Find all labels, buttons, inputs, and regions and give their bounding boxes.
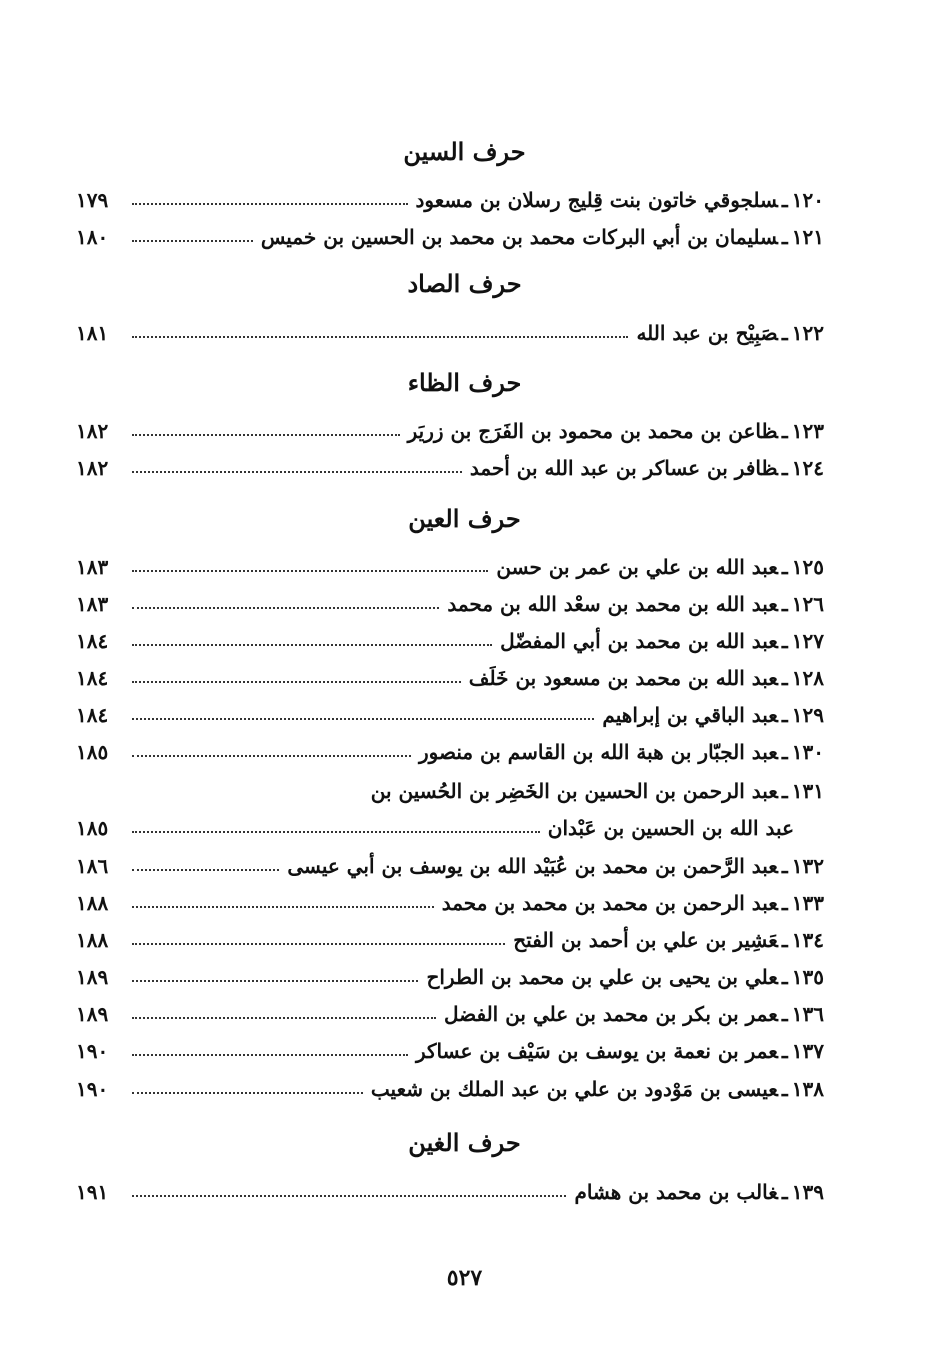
entry-title: عمر بن نعمة بن يوسف بن سَيْف بن عساكر [416,1039,778,1063]
toc-entry [76,549,824,585]
entry-page-number: ١٩٠ [76,1077,109,1101]
entry-page-number: ١٨٨ [76,928,109,952]
toc-entry [76,660,824,696]
entry-text [470,456,824,480]
dot-leader [132,718,594,720]
entry-number: ١٢١ [791,225,824,249]
entry-title: علي بن يحيى بن علي بن محمد بن الطراح [426,965,778,989]
toc-entry [76,885,824,921]
dot-leader [132,980,418,982]
entry-text [574,1180,824,1204]
toc-entry [76,734,824,770]
entry-separator: ـ [781,555,788,579]
toc-entry [76,773,824,809]
entry-number: ١٣٥ [791,965,824,989]
entry-separator: ـ [781,456,788,480]
entry-number: ١٣٦ [791,1002,824,1026]
dot-leader [132,1017,436,1019]
entry-title: ظاعن بن محمد بن محمود بن الفَرَج بن زريَر [407,419,778,443]
toc-entry-continuation [76,810,824,846]
entry-text [261,225,824,249]
toc-entry [76,922,824,958]
entry-number: ١٣٣ [791,891,824,915]
entry-title: عمر بن بكر بن محمد بن علي بن الفضل [443,1002,778,1026]
entry-separator: ـ [781,1002,788,1026]
dot-leader [132,240,253,242]
entry-page-number: ١٨٤ [76,666,109,690]
entry-number: ١٢٤ [791,456,824,480]
entry-text [419,740,824,764]
entry-text [442,891,824,915]
entry-title: عبد الله بن محمد بن مسعود بن خَلَف [468,666,778,690]
entry-number: ١٣٩ [791,1180,824,1204]
dot-leader [132,1054,408,1056]
entry-title: ظافر بن عساكر بن عبد الله بن أحمد [469,456,778,480]
entry-number: ١٢٩ [791,703,824,727]
entry-title: عبد الرحمن بن الحسين بن الخَضِر بن الحُسين بن [370,779,778,803]
toc-entry [76,848,824,884]
entry-number: ١٢٥ [791,555,824,579]
entry-separator: ـ [781,703,788,727]
entry-separator: ـ [781,965,788,989]
entry-separator: ـ [781,854,788,878]
entry-page-number: ١٩٠ [76,1039,109,1063]
entry-title: عَشِير بن علي بن أحمد بن الفتح [513,928,778,952]
entry-page-number: ١٨٦ [76,854,109,878]
entry-text [408,419,824,443]
entry-number: ١٣١ [791,779,824,803]
entry-title: سلجوقي خاتون بنت قِليج رسلان بن مسعود [415,188,778,212]
entry-separator: ـ [781,629,788,653]
entry-text [287,854,824,878]
dot-leader [132,755,411,757]
entry-page-number: ١٨٥ [76,816,109,840]
toc-entry [76,413,824,449]
entry-text [500,629,824,653]
entry-number: ١٣٨ [791,1077,824,1101]
entry-text [416,1039,824,1063]
entry-text [496,555,824,579]
entry-page-number: ١٨٨ [76,891,109,915]
toc-entry [76,1071,824,1107]
entry-separator: ـ [781,666,788,690]
entry-number: ١٢٨ [791,666,824,690]
dot-leader [132,869,279,871]
toc-entry [76,1033,824,1069]
entry-page-number: ١٨٣ [76,592,109,616]
entry-number: ١٣٤ [791,928,824,952]
dot-leader [132,434,400,436]
toc-entry [76,219,824,255]
entry-text [371,1077,824,1101]
entry-page-number: ١٨٠ [76,225,109,249]
toc-entry [76,1174,824,1210]
entry-title: عبد الباقي بن إبراهيم [602,703,778,727]
entry-page-number: ١٨٤ [76,629,109,653]
entry-separator: ـ [781,1039,788,1063]
entry-title: عبد الله بن محمد بن سعْد الله بن محمد [447,592,778,616]
entry-number: ١٢٣ [791,419,824,443]
dot-leader [132,943,505,945]
entry-continuation-text: عبد الله بن الحسين بن عَبْدان [547,816,794,840]
page-folio-number: ٥٢٧ [446,1265,483,1291]
toc-entry [76,623,824,659]
dot-leader [132,1195,566,1197]
dot-leader [132,906,434,908]
entry-separator: ـ [781,928,788,952]
entry-title: عبد الرحمن بن محمد بن محمد بن محمد [441,891,778,915]
entry-page-number: ١٨٩ [76,1002,109,1026]
entry-text [602,703,824,727]
entry-separator: ـ [781,321,788,345]
toc-entry [76,182,824,218]
dot-leader [132,471,462,473]
entry-text [513,928,824,952]
toc-entry [76,959,824,995]
dot-leader [132,607,439,609]
entry-separator: ـ [781,188,788,212]
entry-text [636,321,824,345]
entry-number: ١٣٢ [791,854,824,878]
entry-title: عبد الرَّحمن بن محمد بن عُبَيْد الله بن يوسف بن أبي عيسى [287,854,778,878]
entry-number: ١٢٢ [791,321,824,345]
entry-title: صَبِيْح بن عبد الله [636,321,778,345]
entry-page-number: ١٨٣ [76,555,109,579]
entry-title: غالب بن محمد بن هشام [574,1180,778,1204]
entry-number: ١٢٧ [791,629,824,653]
entry-separator: ـ [781,779,788,803]
section-heading: حرف الغين [408,1128,521,1157]
entry-separator: ـ [781,740,788,764]
entry-page-number: ١٧٩ [76,188,109,212]
entry-page-number: ١٨٤ [76,703,109,727]
entry-page-number: ١٨١ [76,321,109,345]
entry-title: عيسى بن مَوْدود بن علي بن عبد الملك بن شعيب [370,1077,778,1101]
entry-separator: ـ [781,225,788,249]
entry-title: عبد الله بن محمد بن أبي المفضّل [500,629,778,653]
entry-text [447,592,824,616]
dot-leader [132,203,408,205]
toc-entry [76,697,824,733]
entry-separator: ـ [781,1077,788,1101]
entry-text [444,1002,824,1026]
entry-title: عبد الجبّار بن هبة الله بن القاسم بن منصور [418,740,778,764]
dot-leader [132,831,540,833]
toc-entry [76,450,824,486]
entry-number: ١٣٧ [791,1039,824,1063]
dot-leader [132,1092,363,1094]
entry-number: ١٢٦ [791,592,824,616]
section-heading: حرف العين [408,504,521,533]
toc-entry [76,315,824,351]
entry-text [469,666,824,690]
entry-page-number: ١٨٢ [76,419,109,443]
entry-number: ١٣٠ [791,740,824,764]
entry-page-number: ١٨٢ [76,456,109,480]
entry-separator: ـ [781,592,788,616]
section-heading: حرف الظاء [407,368,522,397]
entry-separator: ـ [781,419,788,443]
section-heading: حرف السين [403,137,526,166]
toc-entry [76,586,824,622]
entry-text [371,779,824,803]
toc-entry [76,996,824,1032]
section-heading: حرف الصاد [407,269,522,298]
entry-text [426,965,824,989]
entry-page-number: ١٨٥ [76,740,109,764]
entry-text [416,188,825,212]
entry-separator: ـ [781,1180,788,1204]
entry-number: ١٢٠ [791,188,824,212]
dot-leader [132,570,488,572]
dot-leader [132,644,492,646]
entry-title: عبد الله بن علي بن عمر بن حسن [496,555,778,579]
entry-title: سليمان بن أبي البركات محمد بن محمد بن الحسين بن خميس [260,225,778,249]
entry-separator: ـ [781,891,788,915]
entry-page-number: ١٩١ [76,1180,109,1204]
dot-leader [132,336,628,338]
dot-leader [132,681,461,683]
entry-page-number: ١٨٩ [76,965,109,989]
